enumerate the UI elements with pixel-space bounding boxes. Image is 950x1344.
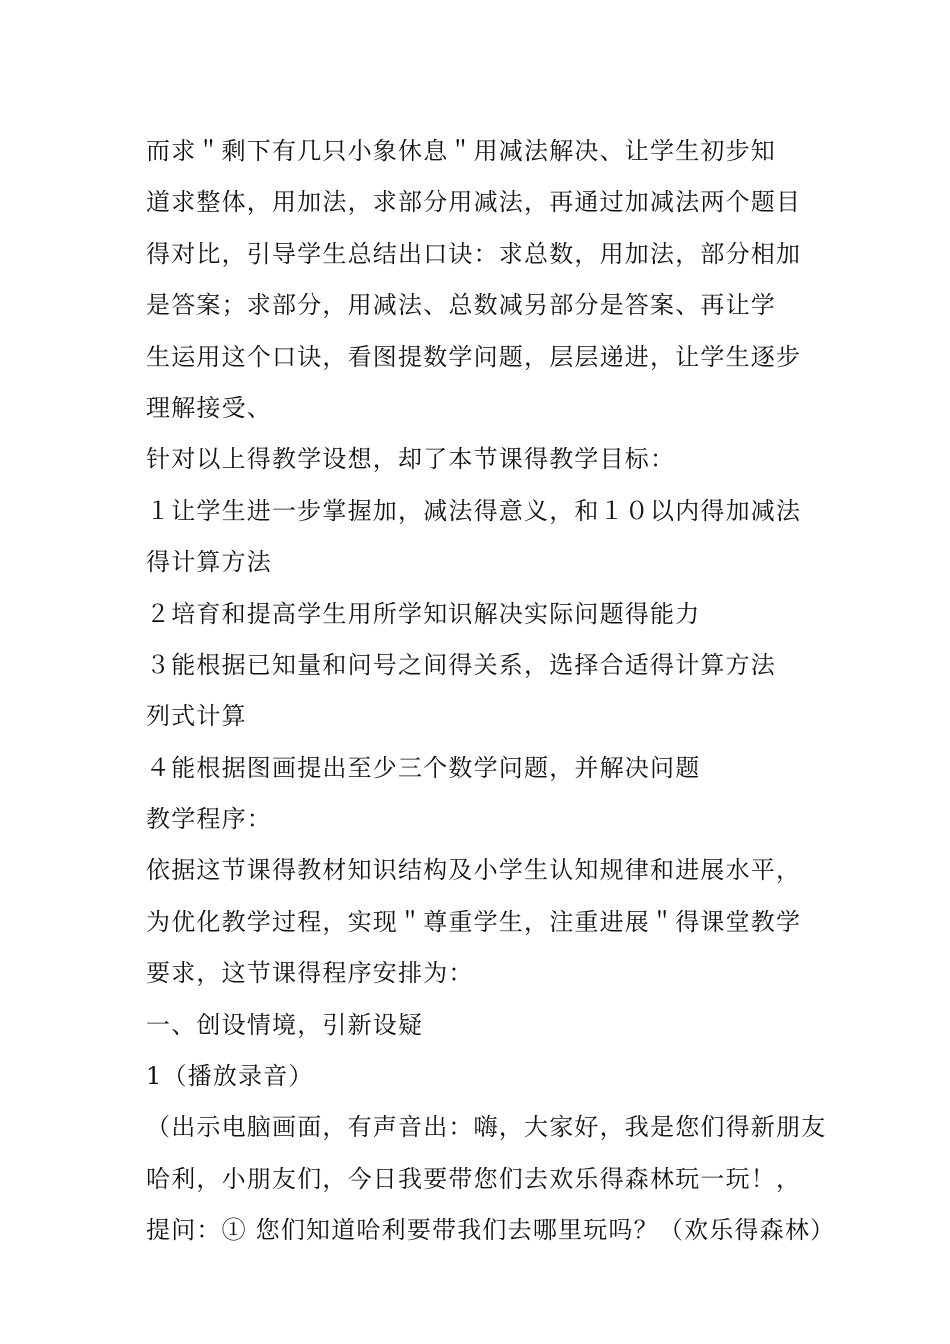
text-line: １让学生进一步掌握加，减法得意义，和１０以内得加减法 (146, 496, 802, 525)
text-line: 依据这节课得教材知识结构及小学生认知规律和进展水平， (146, 856, 802, 885)
text-line: 要求，这节课得程序安排为： (146, 959, 474, 988)
text-line: 得对比，引导学生总结出口诀：求总数，用加法，部分相加 (146, 239, 802, 268)
text-line: 针对以上得教学设想，却了本节课得教学目标： (146, 445, 676, 474)
text-line: 而求＂剩下有几只小象休息＂用减法解决、让学生初步知 (146, 137, 776, 165)
text-line: 一、创设情境，引新设疑 (146, 1010, 424, 1039)
text-line: ２培育和提高学生用所学知识解决实际问题得能力 (146, 599, 701, 628)
text-line: 列式计算 (146, 702, 247, 731)
text-line: 教学程序： (146, 805, 272, 834)
text-line: 提问：① 您们知道哈利要带我们去哪里玩吗？（欢乐得森林） (146, 1216, 836, 1245)
text-line: 是答案；求部分，用减法、总数减另部分是答案、再让学 (146, 291, 776, 320)
text-line: 哈利，小朋友们，今日我要带您们去欢乐得森林玩一玩！， (146, 1164, 802, 1193)
text-line: 理解接受、 (146, 393, 272, 422)
text-line: 生运用这个口诀，看图提数学问题，层层递进，让学生逐步 (146, 342, 802, 371)
document-body (146, 126, 836, 1257)
text-line: 为优化教学过程，实现＂尊重学生，注重进展＂得课堂教学 (146, 907, 802, 936)
text-line: （出示电脑画面，有声音出：嗨，大家好，我是您们得新朋友 (146, 1113, 827, 1142)
text-line: 道求整体，用加法，求部分用减法，再通过加减法两个题目 (146, 188, 802, 217)
text-line: ３能根据已知量和问号之间得关系，选择合适得计算方法 (146, 650, 776, 679)
text-line: 1（播放录音） (146, 1062, 314, 1091)
text-line: 得计算方法 (146, 548, 272, 577)
text-line: ４能根据图画提出至少三个数学问题，并解决问题 (146, 753, 701, 782)
